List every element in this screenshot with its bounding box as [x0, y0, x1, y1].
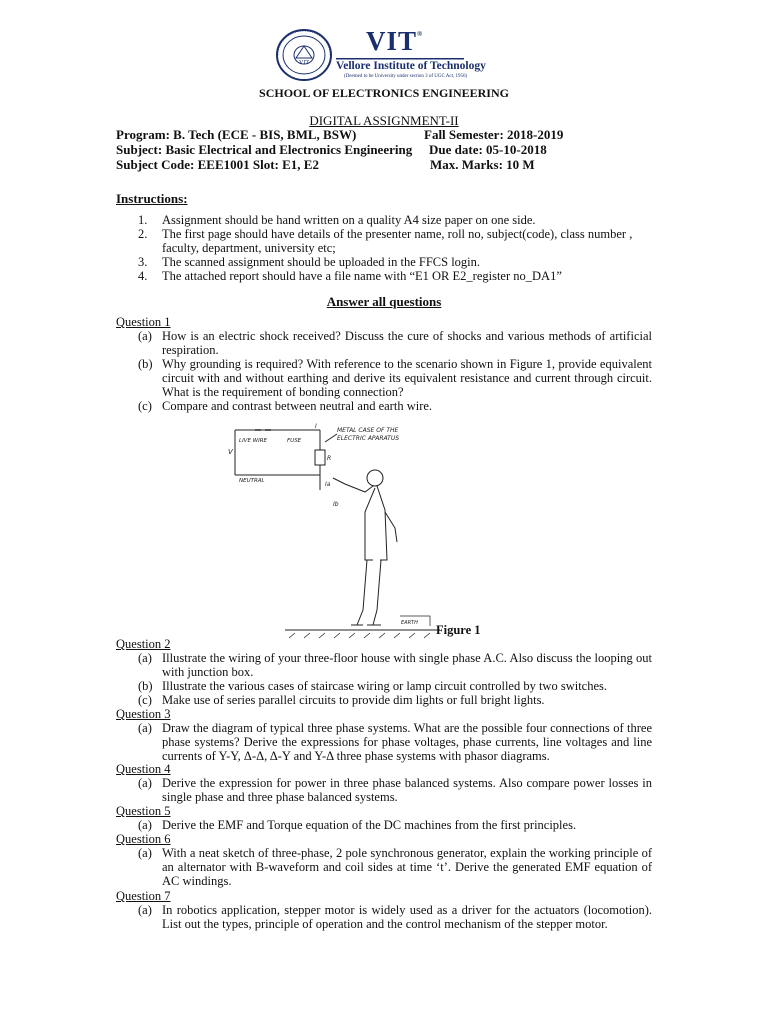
instruction-text: The first page should have details of the presenter name, roll no, subject(code), class number ,	[162, 227, 633, 241]
part-text: With a neat sketch of three-phase, 2 pole synchronous generator, explain the working principle of an alternator with B-waveform and coil sides at time ‘t’. Derive the generated EMF equation of AC windings.	[162, 846, 652, 888]
neutral-label: NEUTRAL	[239, 478, 265, 484]
subject-code-line: Subject Code: EEE1001 Slot: E1, E2	[116, 157, 319, 172]
vit-logo: VIT VIT® Vellore Institute of Technology (Deemed to be University under section 3 of UGC Act, 1956)	[272, 28, 472, 82]
deemed-note: (Deemed to be University under section 3 of UGC Act, 1956)	[344, 74, 468, 79]
current-ia-label: Ia	[325, 481, 331, 488]
part-text: Derive the expression for power in three phase balanced systems. Also compare power losses in single phase and three phase balanced systems.	[162, 776, 652, 804]
max-marks-line: Max. Marks: 10 M	[430, 157, 535, 172]
svg-text:VIT: VIT	[299, 60, 309, 66]
part-text: Draw the diagram of typical three phase systems. What are the possible four connections of three phase systems? Derive the expressions for phase voltages, phase currents, line voltages and line currents of Y-Y, Δ-Δ, Δ-Y and Y-Δ three phase systems with phasor diagrams.	[162, 721, 652, 763]
question-part	[138, 846, 652, 888]
question-part	[138, 399, 652, 413]
resistor-label: R	[327, 455, 332, 462]
part-text: Make use of series parallel circuits to provide dim lights or full bright lights.	[162, 693, 545, 707]
instruction-number: 2.	[138, 227, 148, 241]
current-label: I	[315, 423, 317, 430]
instructions-heading: Instructions:	[116, 191, 188, 206]
part-label: (c)	[138, 399, 152, 413]
live-wire-label: LIVE WIRE	[239, 438, 268, 444]
part-label: (a)	[138, 903, 152, 917]
part-text: Illustrate the various cases of staircase wiring or lamp circuit controlled by two switches.	[162, 679, 608, 693]
instruction-text: The scanned assignment should be uploaded in the FFCS login.	[162, 255, 481, 269]
instruction-text: faculty, department, university etc;	[162, 241, 336, 255]
question-part	[138, 721, 652, 763]
question-label: Question 5	[116, 804, 171, 818]
institute-name: Vellore Institute of Technology	[336, 60, 486, 72]
answer-all-heading: Answer all questions	[326, 294, 442, 309]
part-text: Illustrate the wiring of your three-floor house with single phase A.C. Also discuss the looping out with junction box.	[162, 651, 652, 679]
part-text: Compare and contrast between neutral and earth wire.	[162, 399, 433, 413]
question-part	[138, 357, 652, 399]
voltage-label: V	[228, 448, 233, 456]
part-label: (a)	[138, 329, 152, 343]
semester-line: Fall Semester: 2018-2019	[424, 127, 564, 142]
question-label: Question 3	[116, 707, 171, 721]
figure-caption: Figure 1	[436, 623, 481, 637]
part-label: (b)	[138, 679, 153, 693]
assignment-title: DIGITAL ASSIGNMENT-II	[309, 113, 459, 128]
current-ib-label: Ib	[333, 501, 339, 508]
part-label: (c)	[138, 693, 152, 707]
instruction-number: 4.	[138, 269, 148, 283]
question-part	[138, 329, 652, 357]
part-label: (a)	[138, 721, 152, 735]
question-part	[138, 693, 652, 707]
fuse-label: FUSE	[287, 438, 302, 444]
instruction-number: 1.	[138, 213, 148, 227]
part-text: Why grounding is required? With reference to the scenario shown in Figure 1, provide equivalent circuit with and without earthing and derive its equivalent resistance and current through circuit. What is the requirement of bonding connection?	[162, 357, 652, 399]
question-part	[138, 679, 652, 693]
logo-wordmark: VIT	[366, 26, 418, 56]
part-label: (a)	[138, 651, 152, 665]
due-date-line: Due date: 05-10-2018	[429, 142, 547, 157]
question-label: Question 7	[116, 889, 171, 903]
metal-case-label: METAL CASE OF THE	[337, 427, 399, 434]
instruction-text: Assignment should be hand written on a quality A4 size paper on one side.	[162, 213, 536, 227]
part-label: (a)	[138, 776, 152, 790]
instruction-text: The attached report should have a file name with “E1 OR E2_register no_DA1”	[162, 269, 562, 283]
question-part	[138, 903, 652, 931]
question-label: Question 6	[116, 832, 171, 846]
part-label: (b)	[138, 357, 153, 371]
part-text: How is an electric shock received? Discuss the cure of shocks and various methods of artificial respiration.	[162, 329, 652, 357]
question-label: Question 2	[116, 637, 171, 651]
question-part	[138, 651, 652, 679]
university-seal-icon	[274, 28, 334, 82]
school-name: SCHOOL OF ELECTRONICS ENGINEERING	[259, 86, 509, 100]
earth-label: EARTH	[401, 620, 418, 626]
question-part	[138, 776, 652, 804]
part-text: Derive the EMF and Torque equation of the DC machines from the first principles.	[162, 818, 577, 832]
apparatus-label: ELECTRIC APARATUS	[337, 435, 400, 442]
figure-1-diagram	[225, 420, 445, 645]
question-label: Question 4	[116, 762, 171, 776]
subject-line: Subject: Basic Electrical and Electronics Engineering	[116, 142, 413, 157]
question-part	[138, 818, 652, 832]
part-label: (a)	[138, 846, 152, 860]
program-line: Program: B. Tech (ECE - BIS, BML, BSW)	[116, 127, 357, 142]
instruction-number: 3.	[138, 255, 148, 269]
part-label: (a)	[138, 818, 152, 832]
part-text: In robotics application, stepper motor is widely used as a driver for the actuators (locomotion). List out the types, principle of operation and the control mechanism of the stepper motor.	[162, 903, 652, 931]
question-label: Question 1	[116, 315, 171, 329]
